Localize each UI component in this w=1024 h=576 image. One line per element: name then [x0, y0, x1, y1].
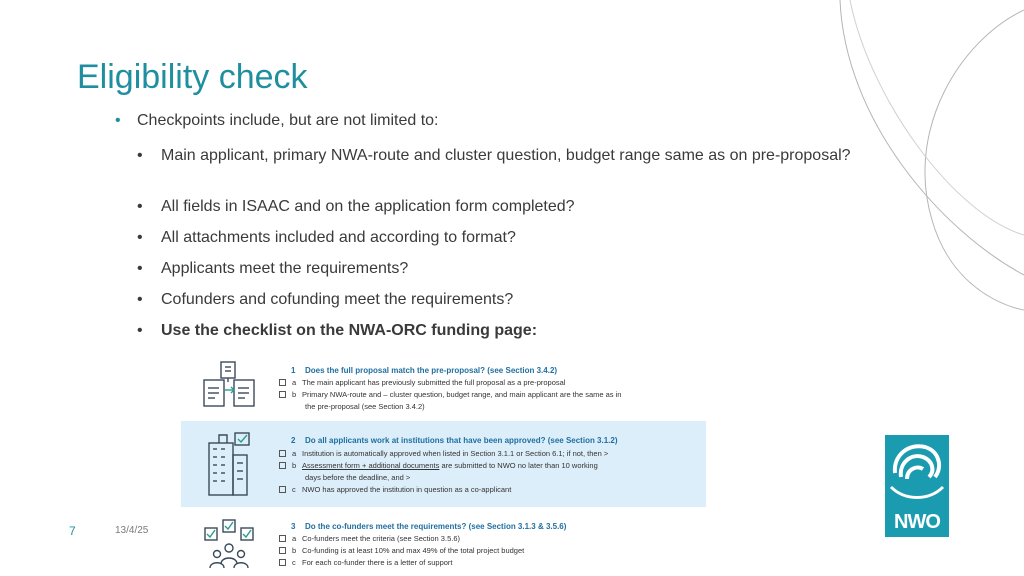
bullet-item-text: Applicants meet the requirements?	[161, 260, 409, 277]
checklist-row	[279, 449, 608, 458]
page-title: Eligibility check	[77, 58, 308, 96]
bullet-intro-text: Checkpoints include, but are not limited to:	[137, 112, 439, 129]
row-letter: b	[292, 546, 297, 555]
checkbox	[279, 547, 286, 554]
row-text: The main applicant has previously submitted the full proposal as a pre-proposal	[302, 378, 566, 387]
row-letter: c	[292, 558, 296, 567]
checkbox	[279, 450, 286, 457]
row-continuation: the pre-proposal (see Section 3.4.2)	[305, 402, 425, 411]
section-question: Does the full proposal match the pre-proposal? (see Section 3.4.2)	[305, 366, 558, 375]
checkbox	[279, 486, 286, 493]
checklist-section-3	[181, 516, 706, 576]
section-question: Do the co-funders meet the requirements? (see Section 3.1.3 & 3.5.6)	[305, 522, 567, 531]
row-letter: b	[292, 390, 297, 399]
row-text: Co-funders meet the criteria (see Section 3.5.6)	[302, 534, 460, 543]
row-letter: a	[292, 534, 297, 543]
row-letter: c	[292, 485, 296, 494]
building-icon	[201, 429, 257, 499]
row-text: NWO has approved the institution in question as a co-applicant	[302, 485, 512, 494]
bullet-dot: •	[137, 291, 143, 308]
bullet-dot: •	[137, 322, 143, 339]
bullet-item-text: All attachments included and according to format?	[161, 229, 516, 246]
bullet-dot: •	[137, 147, 143, 164]
checklist-row	[279, 390, 621, 399]
row-letter: a	[292, 378, 297, 387]
row-continuation: days before the deadline, and >	[305, 473, 411, 482]
bullet-item-text: Cofunders and cofunding meet the requirements?	[161, 291, 514, 308]
checkbox	[279, 535, 286, 542]
section-number: 3	[291, 522, 296, 531]
bullet-dot: •	[137, 260, 143, 277]
checklist-row	[279, 534, 460, 543]
page-number: 7	[69, 524, 76, 538]
checklist-row	[279, 546, 524, 555]
section-number: 2	[291, 436, 296, 445]
bullet-dot: •	[115, 112, 121, 129]
row-text: Co-funding is at least 10% and max 49% of the total project budget	[302, 546, 525, 555]
documents-icon	[201, 360, 257, 410]
row-letter: b	[292, 461, 297, 470]
checklist-section-1	[181, 358, 706, 418]
bullet-item-text: All fields in ISAAC and on the application form completed?	[161, 198, 575, 215]
checkbox	[279, 379, 286, 386]
co-funders-icon	[201, 518, 257, 572]
row-text: For each co-funder there is a letter of support	[302, 558, 453, 567]
bullet-item-text: Use the checklist on the NWA-ORC funding page:	[161, 322, 538, 339]
section-question: Do all applicants work at institutions that have been approved? (see Section 3.1.2)	[305, 436, 618, 445]
checklist-section-2	[181, 421, 706, 507]
slide-date: 13/4/25	[115, 525, 149, 536]
nwo-logo-text: NWO	[894, 511, 940, 533]
checklist-row	[279, 558, 453, 567]
checklist-row	[279, 485, 511, 494]
nwo-logo-mark	[885, 435, 949, 511]
row-text: Institution is automatically approved when listed in Section 3.1.1 or Section 6.1; if not, then >	[302, 449, 609, 458]
row-text-underlined: Assessment form + additional documents	[302, 461, 440, 470]
row-text: are submitted to NWO no later than 10 working	[439, 461, 598, 470]
row-text: Primary NWA-route and – cluster question, budget range, and main applicant are the same as in	[302, 390, 622, 399]
checklist-image	[181, 358, 706, 576]
bullet-dot: •	[137, 198, 143, 215]
checkbox	[279, 462, 286, 469]
section-number: 1	[291, 366, 296, 375]
bullet-item-text: Main applicant, primary NWA-route and cluster question, budget range same as on pre-proposal?	[161, 147, 851, 164]
row-letter: a	[292, 449, 297, 458]
nwo-logo	[885, 435, 949, 537]
bullet-dot: •	[137, 229, 143, 246]
checklist-row	[279, 378, 565, 387]
checklist-row	[279, 461, 598, 470]
checkbox	[279, 559, 286, 566]
checkbox	[279, 391, 286, 398]
